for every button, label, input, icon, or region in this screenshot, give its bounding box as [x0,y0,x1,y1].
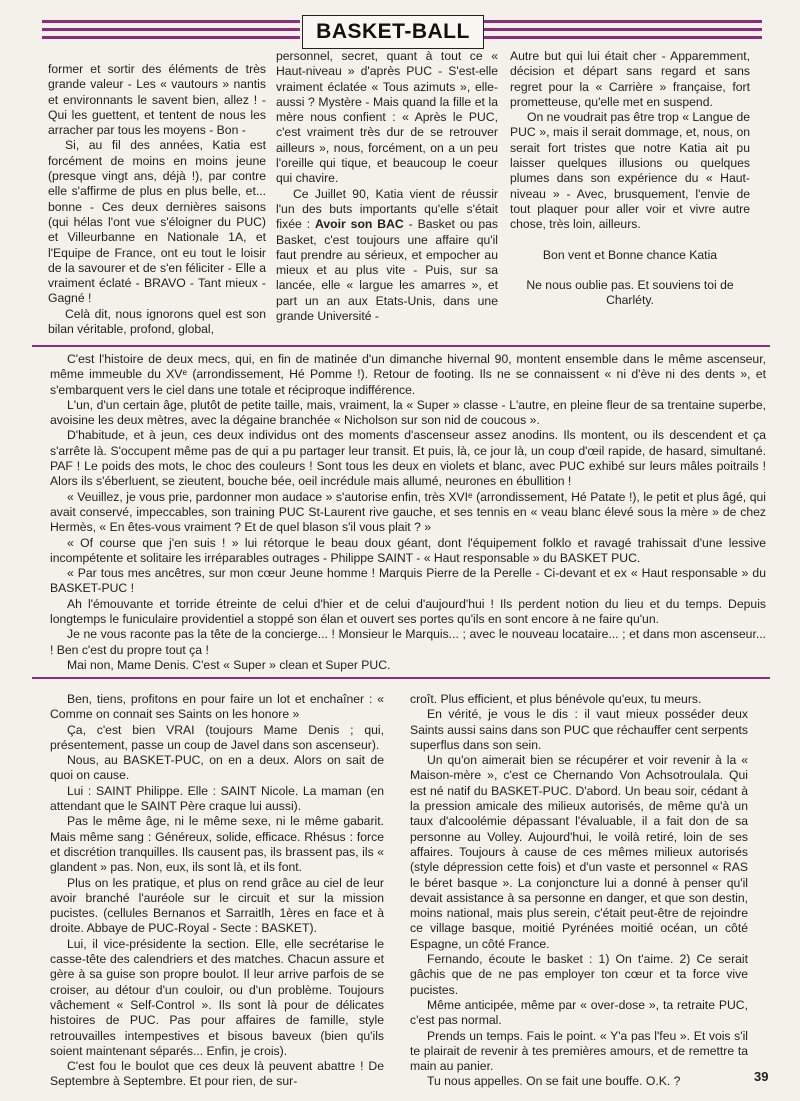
paragraph: Nous, au BASKET-PUC, on en a deux. Alors on sait de quoi on cause. [50,753,384,783]
paragraph: former et sortir des éléments de très grande valeur - Les « vautours » nantis et environnants le savent bien, allez ! - Qui les guettent, et tentent de nous les arracher par tous les moyens - Bon - [48,62,266,138]
paragraph: Si, au fil des années, Katia est forcément de moins en moins jeune (presque vingt ans, déjà !), par contre elle s'affirme de plus en plus belle, et... bonne - Ces deux dernières saisons (qui hélas l'ont vue s'éloigner du PUC) et Villeurbanne en Nationale 1A, et l'Equipe de France, ont eu tout le loisir de la savourer et de s'en féliciter - Elle a vraiment éclaté - BRAVO - Tant mieux - Gagné ! [48,138,266,306]
paragraph: Ça, c'est bien VRAI (toujours Mame Denis ; qui, présentement, passe un coup de Javel dans son ascenseur). [50,722,384,752]
section-title-box [302,15,484,49]
farewell-line: Bon vent et Bonne chance Katia [542,247,718,262]
paragraph: Un qu'on aimerait bien se récupérer et voir revenir à la « Maison-mère », c'est ce Chernando Von Achsotroulala. Qui est né natif du BASKET-PUC. D'abord. Un beau soir, cédant à la pression amicale des milieux autorisés, de même qu'à un taux d'alcoolémie dépassant l'évaluable, il a fait don de sa personne au Volley. Aujourd'hui, le voilà retiré, loin de ses affaires. Toujours à cause de ces mêmes milieux autorisés (style dépression cette fois) et d'un vaste et personnel « RAS le béret basque ». La conjoncture lui a donné à penser qu'il devait assistance à sa personne en danger, et que son destin, moins national, mais plus serein, c'était peut-être de rejoindre ce village basque, moitié Pyrénées moitié océan, un côté Espagne, un côté France. [410,753,748,951]
paragraph: Tu nous appelles. On se fait une bouffe. O.K. ? [427,1074,681,1089]
closing-line: Ne nous oublie pas. Et souviens toi de Charléty. [526,277,734,308]
paragraph: Lui : SAINT Philippe. Elle : SAINT Nicole. La maman (en attendant que le SAINT Père craque lui aussi). [50,783,384,814]
page-number: 39 [754,1069,769,1084]
paragraph-bac [276,187,498,325]
top-column-3 [510,49,750,308]
paragraph: « Par tous mes ancêtres, sur mon cœur Jeune homme ! Marquis Pierre de la Perelle - Ci-devant et ex « Haut responsable » du BASKET-PUC ! [50,566,766,596]
paragraph: Celà dit, nous ignorons quel est son bilan véritable, profond, global, [48,306,266,337]
bold-phrase: Avoir son BAC [315,217,404,232]
paragraph: « Of course que j'en suis ! » lui rétorque le beau doux géant, dont l'équipement folklo et ravagé trahissait d'une lessive incompétente et solitaire les irréparables outrages - Philippe SAINT - « Haut responsable » du BASKET PUC. [50,535,766,565]
header-rules-right [484,20,762,40]
paragraph: Je ne vous raconte pas la tête de la concierge... ! Monsieur le Marquis... ; avec le nouveau locataire... ; et dans mon ascenseur... ! Ben c'est du propre tout ça ! [50,627,766,657]
bottom-column-2 [410,692,748,1090]
paragraph: Même anticipée, même par « over-dose », ta retraite PUC, c'est pas normal. [410,997,748,1028]
paragraph: Fernando, écoute le basket : 1) On t'aime. 2) Ce serait gâchis que de ne pas employer ton cœur et ta force vive pucistes. [410,952,748,997]
paragraph: Lui, il vice-présidente la section. Elle, elle secrétarise le casse-tête des calendriers et des matches. Chacun assure et gère à sa guise son propre boulot. Il leur arrive parfois de se croiser, au détour d'un couloir, ou d'un problème. Toujours vâchement « Self-Control ». Ils sont là pour de délicates histoires de PUC. Pas pour affaires de famille, style retrouvailles intempestives et bisous baveux (bien qu'ils soient maintenant séparés... Enfin, je crois). [50,936,384,1058]
paragraph: L'un, d'un certain âge, plutôt de petite taille, mais, vraiment, la « Super » classe - L'autre, en pleine fleur de sa trentaine superbe, avoisine les deux mètres, avec la dégaine branchée « Nicholson sur son nid de coucous ». [50,397,766,428]
paragraph: Pas le même âge, ni le même sexe, ni le même gabarit. Mais même sang : Généreux, solide, efficace. Rhésus : force et discrétion tranquilles. Ils causent pas, ils brassent pas, ils « glandent » pas. Non, eux, ils sont là, et ils font. [50,814,384,875]
paragraph: Mai non, Mame Denis. C'est « Super » clean et Super PUC. [67,657,391,672]
text-run: - Basket ou pas Basket, c'est toujours une affaire qu'il faut prendre au sérieux, et empocher au mieux et au plus vite - Puis, sur sa lancée, elle « largue les amarres », et part un an aux Etats-Unis, dans une grande Université - [276,217,499,324]
text-run: Ce Juillet 90, Katia vient de réussir l'un des buts importants qu'elle s'était fixée : [276,186,498,232]
paragraph: Plus on les pratique, et plus on rend grâce au ciel de leur avoir branché l'auréole sur le circuit et sur la mission pucistes. (cellules Bernanos et Sarraitlh, 1ères en face et à droite. Abbaye de PUC-Royal - Secte : BASKET). [50,875,384,936]
top-column-1 [48,62,266,337]
section-title: BASKET-BALL [316,20,470,43]
paragraph: croît. Plus efficient, et plus bénévole qu'eux, tu meurs. [410,692,702,706]
bottom-column-1 [50,692,384,1090]
paragraph: En vérité, je vous le dis : il vaut mieux posséder deux Saints aussi sains dans son PUC que réchauffer cent serpents superflus dans son sein. [410,707,748,752]
section-divider [32,677,770,679]
paragraph: Ben, tiens, profitons en pour faire un lot et enchaîner : « Comme on connait ses Saints on les honore » [50,692,384,722]
section-divider [32,345,770,347]
paragraph: personnel, secret, quant à tout ce « Haut-niveau » d'après PUC - S'est-elle vraiment éclatée « Tous azimuts », elle-aussi ? Mystère - Mais quand la fille et la mère nous confient : « Après le PUC, c'est vraiment très dur de se retrouver ailleurs », nous, forcément, on a un peu l'oreille qui tique, et beaucoup le coeur qui chavire. [276,49,498,186]
paragraph: « Veuillez, je vous prie, pardonner mon audace » s'autorise enfin, très XVIᵉ (arrondissement, Hé Patate !), le petit et plus âgé, qui avait conservé, impeccables, son training PUC St-Laurent rive gauche, et ses tennis en « veau blanc élevé sous la mère » de chez Hermès, « En êtes-vous vraiment ? Et de quel blason s'il vous plait ? » [50,489,766,535]
paragraph: Ah l'émouvante et torride étreinte de celui d'hier et de celui d'aujourd'hui ! Ils perdent notion du lieu et du temps. Depuis longtemps le funiculaire providentiel a stoppé son élan et ouvert ses portes qu'ils en sont encore à ne faire qu'un. [50,596,766,627]
paragraph: Autre but qui lui était cher - Apparemment, décision et départ sans regard et sans regret pour la « Carrière » française, fort prometteuse, qu'elle met en suspend. [510,49,750,109]
paragraph: C'est fou le boulot que ces deux là peuvent abattre ! De Septembre à Septembre. Et pour rien, de sur- [50,1059,384,1089]
paragraph: D'habitude, et à jeun, ces deux individus ont des moments d'ascenseur assez anodins. Ils montent, ou ils descendent et ça s'arrête là. S'occupent même pas de qui a pu partager leur transit. Et puis, là, ce jour là, un coup d'œil rapide, de hasard, simultané. PAF ! Le poids des mots, le choc des couleurs ! Sont tous les deux en violets et blanc, avec PUC exhibé sur leurs mâles poitrails ! Alors ils s'éberluent, se zieutent, bouche bée, oeil incrédule mais allumé, neurones en ébullition ! [50,428,766,489]
header-rules-left [42,20,300,40]
paragraph: On ne voudrait pas être trop « Langue de PUC », mais il serait dommage, et, nous, on serait fort tristes que notre Katia ait pu laisser quelques illusions ou quelques plumes dans son expérience du « Haut-niveau » - Avec, brusquement, l'envie de tout plaquer pour aller voir et vivre autre chose, très loin, ailleurs. [510,110,750,232]
top-column-2 [276,49,498,324]
paragraph: Prends un temps. Fais le point. « Y'a pas l'feu ». Et vois s'il te plairait de revenir à tes premières amours, et de remettre ta main au panier. [410,1028,748,1074]
paragraph: C'est l'histoire de deux mecs, qui, en fin de matinée d'un dimanche hivernal 90, montent ensemble dans le même ascenseur, même immeuble du XVᵉ (arrondissement, Hé Pomme !). Retour de footing. Ils ne se connaissent « ni d'ève ni des dents », et s'embarquent vers le ciel dans une totale et réciproque indifférence. [50,352,766,397]
story-block [50,352,766,673]
